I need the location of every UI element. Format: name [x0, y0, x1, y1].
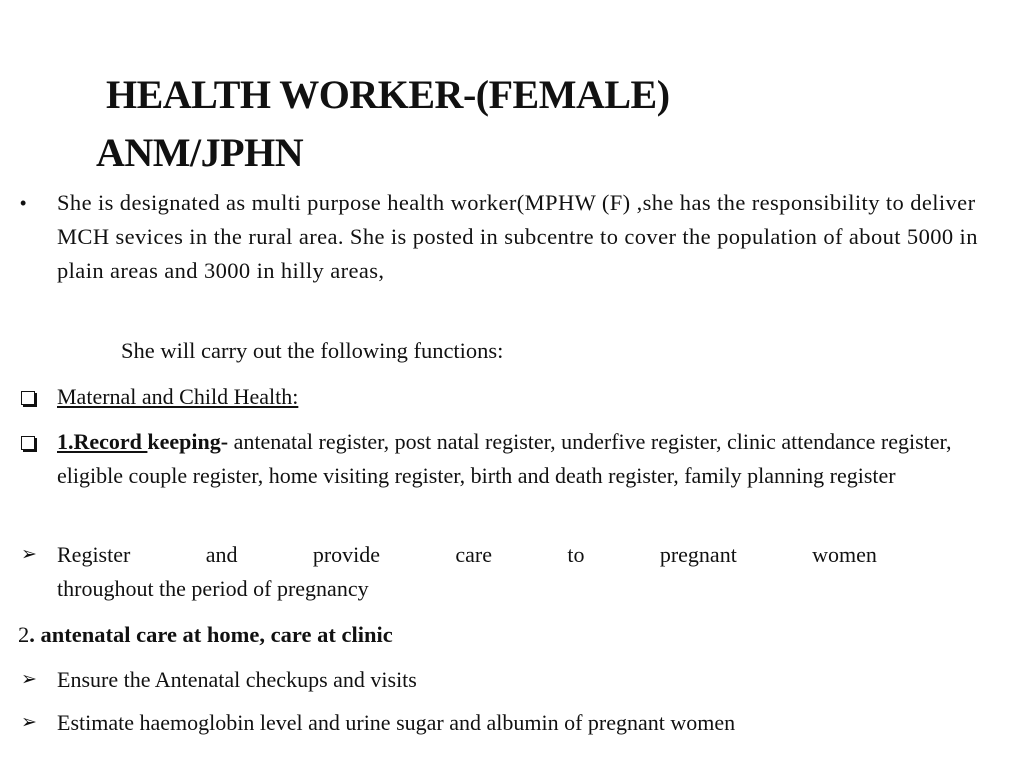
record-keeping-bullet	[18, 425, 1008, 493]
register-text	[57, 538, 1008, 606]
record-description: antenatal register, post natal register, underfive register, clinic attendance register, eligible couple register, home visiting register, birth and death register, family planning register	[57, 429, 952, 488]
arrow-bullet-icon: ➢	[21, 544, 37, 565]
register-word: care	[455, 542, 492, 567]
checkbox-bullet-icon	[21, 391, 35, 405]
mch-heading: Maternal and Child Health:	[57, 384, 299, 409]
antenatal-heading	[18, 618, 393, 652]
register-word: provide	[312, 542, 381, 567]
intro-text: She is designated as multi purpose health worker(MPHW (F) ,she has the responsibility to deliver MCH sevices in the rural area. She is posted in subcentre to cover the population of about 5000 in plain areas and 3000 in hilly areas,	[57, 190, 978, 283]
intro-bullet	[18, 186, 1008, 288]
arrow-bullet-icon: ➢	[21, 669, 37, 690]
bullet-dot-icon: •	[20, 193, 27, 213]
slide-title-line-2: ANM/JPHN	[96, 130, 304, 175]
record-number: 1.Record	[57, 429, 148, 454]
register-word: women	[812, 542, 877, 567]
register-word: and	[205, 542, 238, 567]
slide-title-line-1: HEALTH WORKER-(FEMALE)	[106, 72, 670, 117]
register-word: to	[567, 542, 585, 567]
register-line-2: throughout the period of pregnancy	[57, 576, 369, 601]
register-line-1	[57, 538, 877, 572]
record-keeping-text	[57, 425, 1008, 493]
estimate-bullet	[18, 706, 1008, 740]
mch-bullet	[18, 380, 1008, 414]
arrow-bullet-icon: ➢	[21, 712, 37, 733]
functions-line: She will carry out the following functions:	[121, 338, 504, 363]
estimate-text: Estimate haemoglobin level and urine sugar and albumin of pregnant women	[57, 710, 736, 735]
checkbox-bullet-icon	[21, 436, 35, 450]
antenatal-number: 2	[18, 622, 30, 647]
register-bullet	[18, 538, 1008, 606]
record-keyword: keeping-	[147, 429, 229, 454]
ensure-bullet	[18, 663, 1008, 697]
antenatal-title: . antenatal care at home, care at clinic	[29, 622, 393, 647]
register-word: pregnant	[659, 542, 737, 567]
register-word: Register	[57, 542, 131, 567]
ensure-text: Ensure the Antenatal checkups and visits	[57, 667, 417, 692]
